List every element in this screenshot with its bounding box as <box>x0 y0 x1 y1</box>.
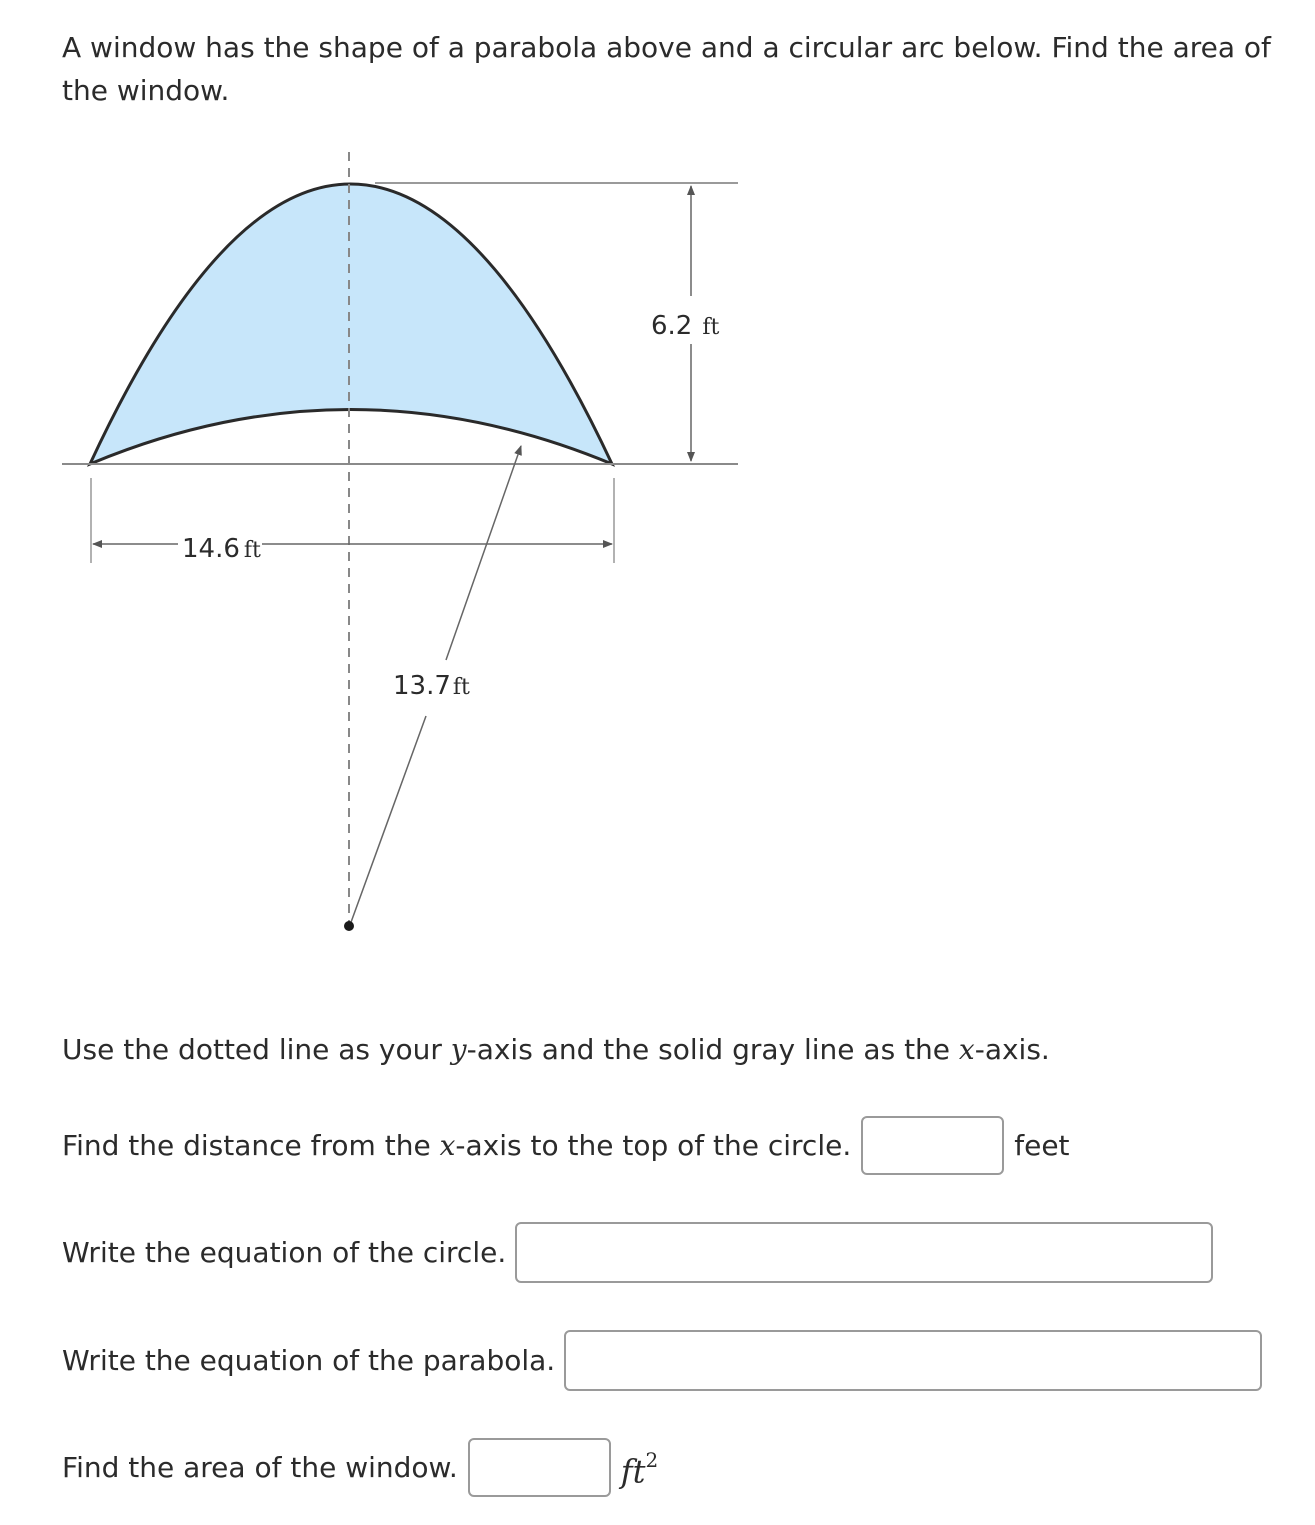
radius-label: 13.7ft <box>393 671 470 701</box>
circle-center-point <box>344 921 354 931</box>
question-distance-label: Find the distance from the x-axis to the top of the circle. <box>62 1128 852 1162</box>
distance-answer-input[interactable] <box>861 1116 1004 1175</box>
window-diagram <box>0 140 760 960</box>
axis-instruction: Use the dotted line as your y-axis and the solid gray line as the x-axis. <box>62 1033 1050 1066</box>
height-label: 6.2 ft <box>651 311 720 341</box>
problem-statement: A window has the shape of a parabola above and a circular arc below. Find the area of the window. <box>62 31 1271 107</box>
question-area-label: Find the area of the window. <box>62 1450 458 1484</box>
distance-unit: feet <box>1014 1128 1070 1162</box>
window-region <box>90 184 612 464</box>
question-circle-equation <box>62 1222 1213 1283</box>
x-variable: x <box>958 1033 975 1066</box>
parabola-equation-input[interactable] <box>564 1330 1262 1391</box>
question-circle-label: Write the equation of the circle. <box>62 1235 507 1269</box>
question-area <box>62 1438 658 1497</box>
radius-line-upper <box>446 446 521 660</box>
question-parabola-equation <box>62 1330 1262 1391</box>
circle-equation-input[interactable] <box>515 1222 1213 1283</box>
area-unit: $ft^2$ <box>620 1447 659 1491</box>
radius-line-lower <box>350 716 426 925</box>
question-distance <box>62 1116 1070 1175</box>
width-label: 14.6 ft <box>182 534 261 564</box>
y-variable: y <box>450 1033 467 1066</box>
area-answer-input[interactable] <box>468 1438 611 1497</box>
question-parabola-label: Write the equation of the parabola. <box>62 1343 556 1377</box>
